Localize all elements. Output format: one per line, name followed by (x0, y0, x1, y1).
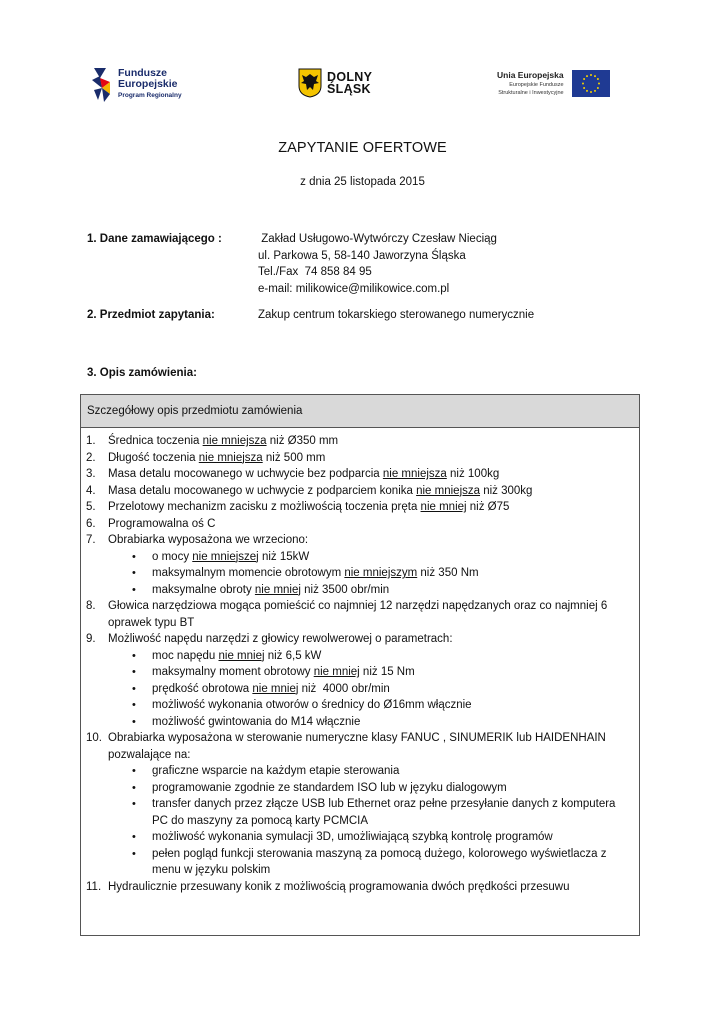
list-item (81, 516, 639, 533)
item-text: Masa detalu mocowanego w uchwycie z podparciem konika (108, 484, 417, 497)
item-number: 8. (86, 600, 96, 612)
item-text: Średnica toczenia (108, 435, 203, 447)
bullet-icon: • (132, 781, 136, 794)
sub-item-text: programowanie zgodnie ze standardem ISO lub w języku dialogowym (152, 781, 507, 794)
bullet-icon: • (132, 550, 136, 563)
item-text: Możliwość napędu narzędzi z głowicy rewolwerowej o parametrach: (108, 633, 453, 645)
box-header: Szczegółowy opis przedmiotu zamówienia (81, 395, 639, 428)
item-underlined: nie mniej (420, 501, 467, 513)
fundusze-europejskie-star-icon (90, 64, 114, 104)
item-text: Masa detalu mocowanego w uchwycie bez podparcia (108, 468, 383, 480)
dolny-slask-logo (298, 68, 372, 98)
sub-item-text: transfer danych przez złącze USB lub Ethernet oraz pełne przesyłanie danych z komputera PC do maszyny za pomocą karty PCMCIA (152, 798, 616, 827)
unia-europejska-logo (497, 70, 610, 97)
sub-list-item (81, 582, 639, 599)
ds-logo-line2: ŚLĄSK (327, 82, 371, 96)
sub-item-text-end: niż 350 Nm (417, 567, 479, 579)
list-item (81, 532, 639, 549)
item-underlined: nie mniejsza (416, 484, 481, 497)
sub-list-item (81, 780, 639, 797)
sub-list-item (81, 565, 639, 582)
buyer-address: ul. Parkowa 5, 58-140 Jaworzyna Śląska (258, 249, 466, 262)
bullet-icon: • (132, 649, 136, 662)
fe-logo-line3: Program Regionalny (118, 91, 182, 99)
list-item (81, 879, 639, 896)
sub-item-text: o mocy (152, 550, 193, 563)
sub-list-item (81, 796, 639, 829)
sub-list-item (81, 829, 639, 846)
fe-logo-line2: Europejskie (118, 77, 178, 90)
bullet-icon: • (132, 831, 136, 843)
list-item (81, 433, 639, 450)
document-title: ZAPYTANIE OFERTOWE (278, 140, 447, 156)
item-text-end: niż Ø350 mm (266, 435, 339, 447)
dolny-slask-eagle-icon (298, 68, 322, 98)
item-number: 4. (86, 484, 96, 497)
ue-logo-line2: Europejskie Fundusze (509, 82, 564, 88)
item-text-end: niż Ø75 (466, 501, 510, 513)
sub-list-item (81, 846, 639, 879)
buyer-phone: Tel./Fax 74 858 84 95 (258, 266, 372, 278)
eu-flag-icon (572, 70, 610, 97)
item-text: Przelotowy mechanizm zacisku z możliwością toczenia pręta (108, 501, 421, 513)
item-number: 6. (86, 517, 96, 530)
fe-logo-line1: Fundusze (118, 66, 167, 79)
sub-item-text: pełen pogląd funkcji sterowania maszyną za pomocą dużego, kolorowego wyświetlacza z menu w języku polskim (152, 847, 607, 876)
fundusze-europejskie-logo (90, 64, 182, 104)
item-number: 11. (86, 880, 102, 893)
ue-logo-line3: Strukturalne i Inwestycyjne (498, 90, 564, 96)
item-text: Hydraulicznie przesuwany konik z możliwością programowania dwóch prędkości przesuwu (108, 880, 570, 893)
section2-label: 2. Przedmiot zapytania: (87, 309, 215, 321)
item-text: Długość toczenia (108, 451, 199, 464)
item-underlined: nie mniejsza (382, 468, 447, 480)
item-number: 9. (86, 633, 96, 645)
section3-label: 3. Opis zamówienia: (87, 367, 197, 379)
list-item (81, 450, 639, 467)
sub-item-underlined: nie mniej (252, 682, 299, 695)
sub-item-text: możliwość gwintowania do M14 włącznie (152, 715, 361, 728)
sub-item-text: maksymalne obroty (152, 583, 255, 596)
bullet-icon: • (132, 765, 136, 777)
item-underlined: nie mniejsza (198, 451, 263, 464)
document-date: z dnia 25 listopada 2015 (300, 176, 425, 188)
item-text-end: niż 300kg (480, 484, 533, 497)
buyer-name: Zakład Usługowo-Wytwórczy Czesław Nieciąg (258, 233, 497, 245)
bullet-icon: • (132, 847, 136, 860)
sub-item-text: możliwość wykonania symulacji 3D, umożliwiającą szybką kontrolę programów (152, 831, 553, 843)
item-text: Obrabiarka wyposażona w sterowanie numeryczne klasy FANUC , SINUMERIK lub HAIDENHAIN pozwalające na: (108, 732, 606, 761)
section1-label: 1. Dane zamawiającego : (87, 233, 222, 245)
bullet-icon: • (132, 666, 136, 678)
sub-item-text-end: niż 4000 obr/min (298, 682, 390, 695)
list-item (81, 631, 639, 648)
item-text-end: niż 500 mm (262, 451, 326, 464)
list-item (81, 466, 639, 483)
item-text: Programowalna oś C (108, 517, 216, 530)
item-text: Obrabiarka wyposażona we wrzeciono: (108, 534, 309, 546)
sub-list-item (81, 714, 639, 731)
list-item (81, 598, 639, 631)
bullet-icon: • (132, 567, 136, 579)
sub-item-text-end: niż 15 Nm (359, 666, 415, 678)
sub-item-text: maksymalnym momencie obrotowym (152, 567, 345, 579)
item-number: 2. (86, 451, 96, 464)
item-number: 5. (86, 501, 96, 513)
sub-item-text-end: niż 6,5 kW (264, 649, 322, 662)
sub-list-item (81, 681, 639, 698)
item-text: Głowica narzędziowa mogąca pomieścić co najmniej 12 narzędzi napędzanych oraz co najmniej 6 oprawek typu BT (108, 600, 608, 629)
sub-item-text: maksymalny moment obrotowy (152, 666, 314, 678)
section2-value: Zakup centrum tokarskiego sterowanego numerycznie (258, 309, 535, 321)
requirements-list (81, 433, 639, 895)
sub-item-underlined: nie mniej (313, 666, 360, 678)
order-description-box (80, 394, 640, 936)
sub-list-item (81, 763, 639, 780)
sub-item-text: prędkość obrotowa (152, 682, 253, 695)
sub-item-text: możliwość wykonania otworów o średnicy do Ø16mm włącznie (152, 699, 472, 711)
item-number: 7. (86, 534, 96, 546)
sub-item-underlined: nie mniej (254, 583, 301, 596)
sub-list-item (81, 549, 639, 566)
section1-details (258, 231, 497, 297)
list-item (81, 483, 639, 500)
bullet-icon: • (132, 682, 136, 695)
logo-header (0, 62, 725, 106)
bullet-icon: • (132, 583, 136, 596)
bullet-icon: • (132, 699, 136, 711)
sub-list-item (81, 664, 639, 681)
buyer-email: e-mail: milikowice@milikowice.com.pl (258, 282, 450, 295)
item-text-end: niż 100kg (446, 468, 500, 480)
ds-logo-line1: DOLNY (327, 70, 373, 84)
bullet-icon: • (132, 798, 136, 810)
sub-item-text: moc napędu (152, 649, 219, 662)
sub-item-underlined: nie mniej (218, 649, 265, 662)
sub-item-text-end: niż 3500 obr/min (300, 583, 390, 596)
sub-item-text: graficzne wsparcie na każdym etapie sterowania (152, 765, 400, 777)
item-number: 1. (86, 435, 96, 447)
ue-logo-line1: Unia Europejska (497, 70, 564, 80)
item-number: 10. (86, 732, 102, 744)
sub-item-text-end: niż 15kW (258, 550, 310, 563)
list-item (81, 730, 639, 763)
list-item (81, 499, 639, 516)
item-number: 3. (86, 468, 96, 480)
sub-list-item (81, 697, 639, 714)
item-underlined: nie mniejsza (202, 435, 267, 447)
sub-item-underlined: nie mniejszym (344, 567, 418, 579)
bullet-icon: • (132, 715, 136, 728)
sub-list-item (81, 648, 639, 665)
sub-item-underlined: nie mniejszej (192, 550, 259, 563)
